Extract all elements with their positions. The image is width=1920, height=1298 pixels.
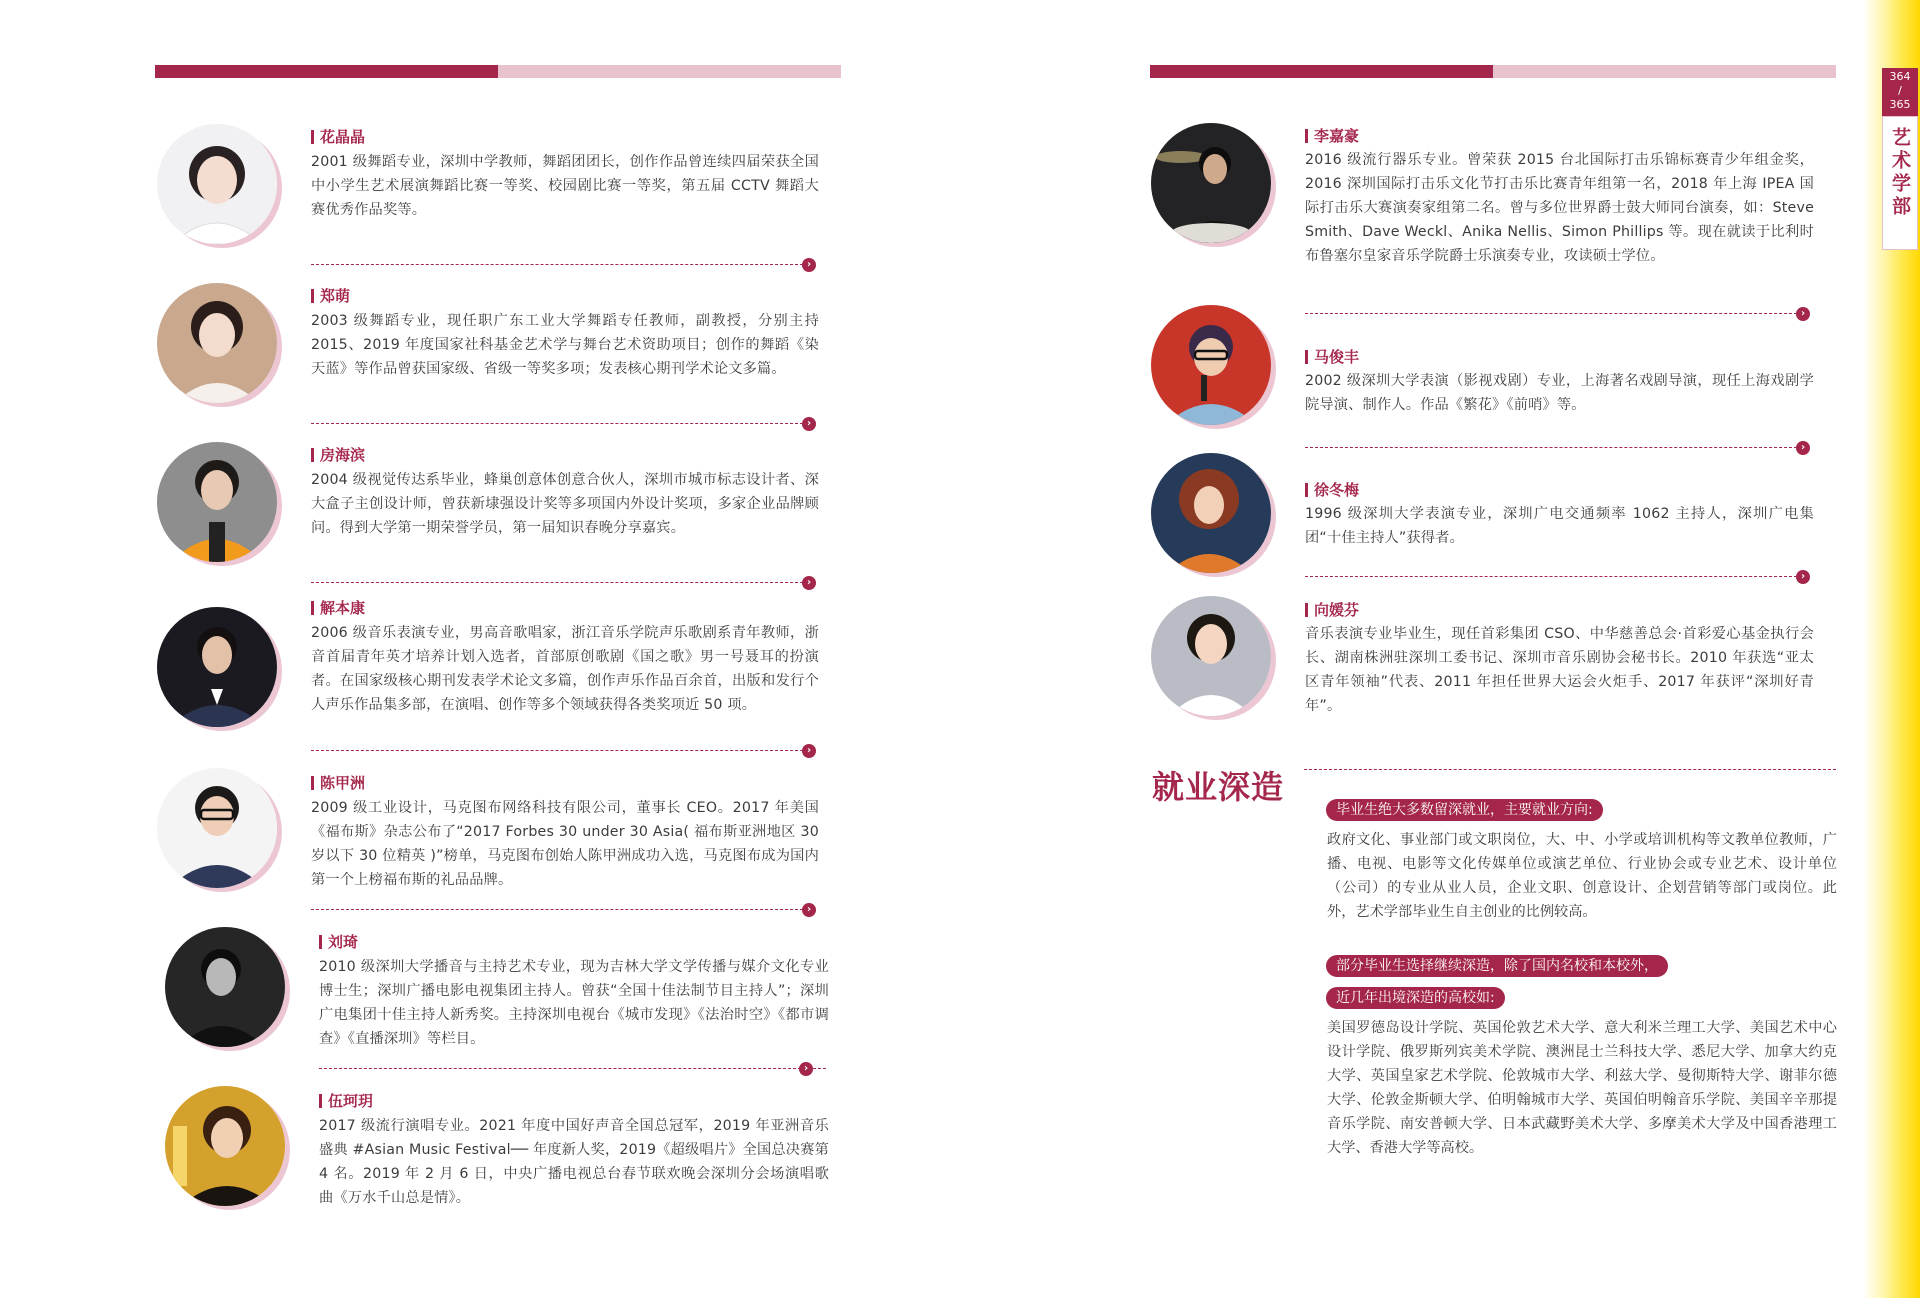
bio-li-jiahao: 2016 级流行器乐专业。曾荣获 2015 台北国际打击乐锦标赛青少年组金奖，2016 深圳国际打击乐文化节打击乐比赛青年组第一名，2018 年上海 IPEA 国际打击乐大赛演奏家组第二名。曾与多位世界爵士鼓大师同台演奏，如：Steve Smith、Dave Weckl、Anika Nellis、Simon Phillips 等。现在就读于比利时布鲁塞尔皇家音乐学院爵士乐演奏专业，攻读硕士学位。 bbox=[1305, 152, 1814, 264]
name-fang-haibin: 房海滨 bbox=[311, 446, 365, 464]
separator-7 bbox=[1305, 307, 1812, 321]
right-top-bar bbox=[1150, 65, 1836, 78]
employment-pill-1: 毕业生绝大多数留深就业，主要就业方向: bbox=[1326, 799, 1603, 821]
separator-5 bbox=[311, 903, 818, 917]
portrait-wu-keyue bbox=[165, 1086, 285, 1206]
separator-2 bbox=[311, 417, 818, 431]
name-ma-junfeng: 马俊丰 bbox=[1305, 348, 1359, 366]
name-xiang-yuanfen: 向媛芬 bbox=[1305, 601, 1359, 619]
section-tab-arts: 艺术学部 bbox=[1882, 116, 1918, 250]
name-xu-dongmei: 徐冬梅 bbox=[1305, 481, 1359, 499]
separator-4 bbox=[311, 744, 818, 758]
bio-wu-keyue: 2017 级流行演唱专业。2021 年度中国好声音全国总冠军，2019 年亚洲音乐盛典 #Asian Music Festival── 年度新人奖，2019《超级唱片》全国总决赛第 4 名。2019 年 2 月 6 日，中央广播电视总台春节联欢晚会深圳分会场演唱歌曲《万水千山总是情》。 bbox=[319, 1118, 829, 1206]
bio-fang-haibin: 2004 级视觉传达系毕业，蜂巢创意体创意合伙人，深圳市城市标志设计者、深大盒子主创设计师，曾获新埭强设计奖等多项国内外设计奖项，多家企业品牌顾问。得到大学第一期荣誉学员，第一届知识春晚分享嘉宾。 bbox=[311, 472, 819, 536]
arrow-circle-icon: › bbox=[799, 1062, 813, 1076]
portrait-zheng-meng bbox=[157, 283, 277, 403]
portrait-ma-junfeng bbox=[1151, 305, 1271, 425]
portrait-fang-haibin bbox=[157, 442, 277, 562]
portrait-chen-jiazhou bbox=[157, 768, 277, 888]
portrait-xiang-yuanfen bbox=[1151, 596, 1271, 716]
bio-liu-qi: 2010 级深圳大学播音与主持艺术专业，现为吉林大学文学传播与媒介文化专业博士生；深圳广播电影电视集团主持人。曾获“全国十佳法制节目主持人”；深圳广电集团十佳主持人新秀奖。主持深圳电视台《城市发现》《法治时空》《都市调查》《直播深圳》等栏目。 bbox=[319, 959, 829, 1047]
arrow-circle-icon: › bbox=[802, 744, 816, 758]
name-hua-jingjing: 花晶晶 bbox=[311, 128, 365, 146]
arrow-circle-icon: › bbox=[1796, 307, 1810, 321]
employment-para-1: 政府文化、事业部门或文职岗位，大、中、小学或培训机构等文教单位教师，广播、电视、电影等文化传媒单位或演艺单位、行业协会或专业艺术、设计单位（公司）的专业从业人员，企业文职、创意设计、企划营销等部门或岗位。此外，艺术学部毕业生自主创业的比例较高。 bbox=[1327, 832, 1837, 920]
arrow-circle-icon: › bbox=[1796, 570, 1810, 584]
separator-1 bbox=[311, 258, 818, 272]
separator-9 bbox=[1305, 570, 1812, 584]
bio-chen-jiazhou: 2009 级工业设计，马克图布网络科技有限公司，董事长 CEO。2017 年美国《福布斯》杂志公布了“2017 Forbes 30 under 30 Asia( 福布斯亚洲地区 30 岁以下 30 位精英 )”榜单，马克图布创始人陈甲洲成功入选，马克图布成为国内第一个上榜福布斯的礼品品牌。 bbox=[311, 800, 819, 888]
employment-pill-2: 部分毕业生选择继续深造，除了国内名校和本校外， bbox=[1326, 955, 1668, 977]
separator-6 bbox=[319, 1062, 826, 1076]
portrait-hua-jingjing bbox=[157, 124, 277, 244]
name-xie-benkang: 解本康 bbox=[311, 599, 365, 617]
separator-3 bbox=[311, 576, 818, 590]
portrait-li-jiahao bbox=[1151, 123, 1271, 243]
name-wu-keyue: 伍珂玥 bbox=[319, 1092, 373, 1110]
name-chen-jiazhou: 陈甲洲 bbox=[311, 774, 365, 792]
name-li-jiahao: 李嘉豪 bbox=[1305, 127, 1359, 145]
bio-ma-junfeng: 2002 级深圳大学表演（影视戏剧）专业，上海著名戏剧导演，现任上海戏剧学院导演、制作人。作品《繁花》《前哨》等。 bbox=[1305, 373, 1814, 413]
arrow-circle-icon: › bbox=[802, 903, 816, 917]
bio-xiang-yuanfen: 音乐表演专业毕业生，现任首彩集团 CSO、中华慈善总会·首彩爱心基金执行会长、湖南株洲驻深圳工委书记、深圳市音乐剧协会秘书长。2010 年获选“亚太区青年领袖”代表、2011 年担任世界大运会火炬手、2017 年获评“深圳好青年”。 bbox=[1305, 626, 1814, 714]
employment-title: 就业深造 bbox=[1152, 768, 1285, 806]
name-liu-qi: 刘琦 bbox=[319, 933, 358, 951]
name-zheng-meng: 郑萌 bbox=[311, 287, 350, 305]
employment-pill-3: 近几年出境深造的高校如: bbox=[1326, 987, 1505, 1009]
bio-zheng-meng: 2003 级舞蹈专业，现任职广东工业大学舞蹈专任教师，副教授，分别主持 2015、2019 年度国家社科基金艺术学与舞台艺术资助项目；创作的舞蹈《染天蓝》等作品曾获国家级、省级一等奖多项；发表核心期刊学术论文多篇。 bbox=[311, 313, 819, 377]
separator-8 bbox=[1305, 441, 1812, 455]
arrow-circle-icon: › bbox=[1796, 441, 1810, 455]
left-top-bar bbox=[155, 65, 841, 78]
page-number-text: 364 / 365 bbox=[1889, 70, 1911, 111]
arrow-circle-icon: › bbox=[802, 576, 816, 590]
employment-divider bbox=[1304, 769, 1836, 770]
portrait-xie-benkang bbox=[157, 607, 277, 727]
portrait-liu-qi bbox=[165, 927, 285, 1047]
arrow-circle-icon: › bbox=[802, 417, 816, 431]
portrait-xu-dongmei bbox=[1151, 453, 1271, 573]
bio-hua-jingjing: 2001 级舞蹈专业，深圳中学教师，舞蹈团团长，创作作品曾连续四届荣获全国中小学生艺术展演舞蹈比赛一等奖、校园剧比赛一等奖，第五届 CCTV 舞蹈大赛优秀作品奖等。 bbox=[311, 154, 819, 218]
bio-xu-dongmei: 1996 级深圳大学表演专业，深圳广电交通频率 1062 主持人，深圳广电集团“十佳主持人”获得者。 bbox=[1305, 506, 1814, 546]
arrow-circle-icon: › bbox=[802, 258, 816, 272]
employment-para-2: 美国罗德岛设计学院、英国伦敦艺术大学、意大利米兰理工大学、美国艺术中心设计学院、俄罗斯列宾美术学院、澳洲昆士兰科技大学、悉尼大学、加拿大约克大学、英国皇家艺术学院、伦敦城市大学、利兹大学、曼彻斯特大学、谢菲尔德大学、伦敦金斯顿大学、伯明翰城市大学、英国伯明翰音乐学院、美国辛辛那提音乐学院、南安普顿大学、日本武藏野美术大学、多摩美术大学及中国香港理工大学、香港大学等高校。 bbox=[1327, 1020, 1837, 1156]
bio-xie-benkang: 2006 级音乐表演专业，男高音歌唱家，浙江音乐学院声乐歌剧系青年教师，浙音首届青年英才培养计划入选者，首部原创歌剧《国之歌》男一号聂耳的扮演者。在国家级核心期刊发表学术论文多篇，创作声乐作品百余首，出版和发行个人声乐作品集多部，在演唱、创作等多个领域获得各类奖项近 50 项。 bbox=[311, 625, 819, 713]
page-numbers bbox=[1882, 68, 1918, 116]
